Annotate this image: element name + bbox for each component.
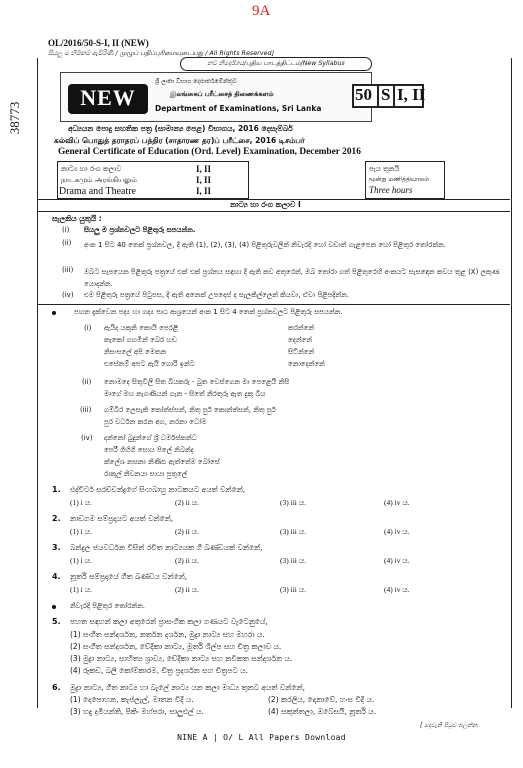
paper-code-line: OL/2016/50-S-I, II (NEW): [48, 38, 149, 48]
instruction-num: (ii): [62, 239, 72, 247]
verse-line: පෙරී ගිහිගි සොය පිලේ නිබන්ද: [104, 446, 194, 454]
answer-option[interactable]: (2) ii ය.: [175, 585, 199, 594]
subject-en: Drama and Theatre: [59, 186, 136, 197]
bullet-dot: [52, 311, 56, 315]
question-number: 3.: [52, 543, 61, 552]
code-divider: [393, 84, 395, 108]
question-text: මුද්‍රා නාට්‍ය, ගීත නාට්‍ය හා බැලේ නාට්‍ය යන කලා මාධ්‍ය තුනට අයත් වන්නේ,: [70, 683, 305, 692]
bullet-dot: [52, 605, 56, 609]
paper-title: නාට්‍ය හා රංග කලාව I: [230, 200, 301, 209]
answer-option[interactable]: (1) සංගීත සන්දර්ශන, නර්තන දර්ශන, මුද්‍රා නාට්‍ය සහ මහරා ය.: [70, 630, 265, 639]
instruction-text: ඔබට සැපයෙන පිළිතුරු පත්‍රයේ එක් එක් ප්‍රශ්නය සඳහා දී ඇති කව අතුරෙන්, ඔබ තෝරා ගත් පිළිතුරෙහි අංකයට සැසඳෙන කවය තුළ (X) ලකුණ යොදන්න.: [84, 268, 500, 288]
dept-line-ta: இலங்கைப் பரீட்சைத் திணைக்களம்: [170, 90, 274, 98]
subject-ta: நாடகமும் அரங்கியலும்: [61, 176, 137, 184]
verse-line: ගම්බිර ලෙසැකි කෝන්ස්සන්, නිතු පුර් කොන්ත්සන්, නිතු පුර්: [104, 406, 276, 414]
instruction-text: අංක 1 සිට 40 තෙක් ප්‍රශ්නවල, දී ඇති (1), (2), (3), (4) පිළිතුරුවලින් නිවැරදි හෝ වඩාත් ගැළපෙන හෝ පිළිතුර තෝරන්න.: [84, 241, 446, 249]
subject-si: නාට්‍ය හා රංග කලාව: [61, 165, 122, 173]
verse-line: ක්ලේශ නසනා නිණිළු ඇත්තේම බෝසේ: [104, 458, 220, 466]
answer-option[interactable]: (4) රූකඩ, බලි කෝම්කාරම, චිත්‍ර ප්‍රදර්ශන සහ චිත්‍රපට ය.: [70, 666, 248, 675]
verse-num: (iii): [80, 406, 92, 414]
paper-code-num: 50: [355, 85, 372, 104]
verse-num: (iv): [81, 434, 93, 442]
answer-option[interactable]: (4) iv ය.: [384, 527, 410, 536]
answer-option[interactable]: (1) i ය.: [70, 585, 92, 594]
verse-line-end: නොදෙන්නේ: [288, 360, 325, 368]
instruction-text: එම පිළිතුරු පත්‍රයේ පිටුපස, දී ඇති අනෙක් උපදෙස් ද සැලකිල්ලෙන් කියවා, ඒවා පිළිපදින්න.: [84, 291, 349, 299]
exam-title-ta: கல்விப் பொதுத் தராதரப் பத்திர (சாதாரண தர)ப் பரீட்சை, 2016 டிசம்பர்: [54, 136, 305, 145]
next-page-note: [ දෙවැනි පිටුව බලන්න.: [420, 722, 479, 729]
paper-code-s: S: [381, 85, 391, 104]
verse-line: මාගේ මහ නැගණියන් ගැන - සිතේ නිරතුරු ඇත දුකු බිය: [104, 390, 266, 398]
question-text: එද්වීර්ට සරච්චන්ද්‍රගේ සිංහබාහු නාටකයට අයත් වන්නේ,: [70, 485, 246, 494]
exam-title-si: අධ්‍යයන පොදු සහතික පත්‍ර (සාමාන්‍ය පෙළ) විභාගය, 2016 දෙසැම්බර්: [68, 124, 293, 133]
dept-line-si: ශ්‍රී ලංකා විභාග දෙපාර්තමේන්තුව: [155, 78, 238, 85]
time-en: Three hours: [369, 185, 413, 195]
question-text: නාඩගම සම්ප්‍රදායට අයත් වන්නේ,: [70, 514, 174, 523]
verse-line: දන්නෝ බුදුන්ගේ ශ්‍රී ධර්මස්කන්ධ: [104, 434, 197, 442]
verse-num: (i): [84, 324, 92, 332]
verse-line: නිසංසලේ අපි මෙතන: [104, 348, 167, 356]
verse-line: එසේනම් අපට ඇයි ගොරි ඉන්ට: [104, 360, 195, 368]
verse-num: (ii): [82, 378, 92, 386]
answer-option[interactable]: (2) ii ය.: [175, 527, 199, 536]
answer-option[interactable]: (3) iii ය.: [280, 556, 307, 565]
answer-option[interactable]: (2) ii ය.: [175, 556, 199, 565]
answer-option[interactable]: (1) i ය.: [70, 527, 92, 536]
rights-line: සියලු ම හිමිකම් ඇවිරිණි / முழுப் பதிப்புரிமையுடையது / All Rights Reserved]: [48, 49, 275, 57]
code-divider: [377, 84, 379, 108]
instruction-num: (iv): [62, 291, 74, 299]
answer-option[interactable]: (2) කරලිය, දොනාවේ, හංස විදි ය.: [268, 695, 375, 704]
verse-line-end: දෙන්නේ: [288, 336, 313, 344]
answer-option[interactable]: (1) දෙපොහන, කැප්ලැල්, මාතන විදි ය.: [70, 695, 194, 704]
intro-text: පහත දැක්වෙන පද්‍ය හා ගද්‍ය පාඨ ආශ්‍රයෙන් අංක 1 සිට 4 තෙක් ප්‍රශ්නවලට පිළිතුරු සපයන්න.: [74, 308, 343, 316]
question-number: 1.: [52, 485, 61, 494]
question-number: 5.: [52, 617, 61, 626]
answer-option[interactable]: (1) i ය.: [70, 556, 92, 565]
answer-option[interactable]: (4) iv ය.: [384, 556, 410, 565]
answer-option[interactable]: (3) iii ය.: [280, 527, 307, 536]
answer-option[interactable]: (3) මුද්‍රා නාට්‍ය, සාහිත්‍ය ශ්‍රාව්‍ය, චේදිකා නාට්‍ය සහ නවීකත සන්දර්ශන ය.: [70, 654, 293, 663]
verse-line: කැකෝ ගහමින් බෙර හඩ: [104, 336, 177, 344]
question-number: 2.: [52, 514, 61, 523]
verse-line-end: සිටින්නේ: [288, 348, 315, 356]
instruction-text: සියලු ම ප්‍රශ්නවලට පිළිතුරු සපයන්න.: [84, 226, 196, 234]
answer-option[interactable]: (4) iv ය.: [384, 498, 410, 507]
page-mark: 9A: [252, 3, 271, 19]
side-number: 38773: [7, 101, 22, 135]
new-badge-label: NEW: [80, 85, 136, 110]
dept-line-en: Department of Examinations, Sri Lanka: [155, 104, 322, 113]
time-si: පැය තුනයි: [369, 165, 400, 173]
footer-banner[interactable]: NINE A | O/ L All Papers Download: [177, 733, 346, 742]
question-number: 4.: [52, 572, 61, 581]
instruction-note: නිවැරදි පිළිතුර තෝරන්න.: [70, 602, 146, 610]
paper-code-parts: I, II: [397, 85, 426, 104]
answer-option[interactable]: (2) ii ය.: [175, 498, 199, 507]
subject-parts-2: I, II: [196, 175, 212, 185]
question-text: පහත සඳහන් කලා අතුරෙන් ප්‍රාසංගික කලා ගණයට වැටෙනුයේ,: [70, 617, 268, 626]
question-number: 6.: [52, 683, 61, 692]
answer-option[interactable]: (3) හදු දමියන්ති, පිකිං මහ්පරා, සාලුළුල් ය.: [70, 707, 204, 716]
answer-option[interactable]: (1) i ය.: [70, 498, 92, 507]
answer-option[interactable]: (2) සංගීත සන්දර්ශන, වේදිකා නාට්‍ය, මූර්ති ශිල්ප සහ චිත්‍ර කලාව ය.: [70, 642, 282, 651]
verse-line-end: කරන්නේ: [288, 324, 315, 332]
instruction-num: (i): [62, 226, 70, 234]
instruction-num: (iii): [62, 266, 74, 274]
instructions-heading: සැලකිය යුතුයි :: [52, 214, 102, 223]
subject-parts-1: I, II: [196, 164, 212, 174]
answer-option[interactable]: (4) සකුන්තලා, ඔබේසයි, නූර්ති ය.: [268, 707, 377, 716]
verse-line: පුර වර්ධන කරන අග, නරනා ධෝම: [104, 418, 207, 426]
question-text: නූර්ති සම්ප්‍රදායේ ගීත ඛණ්ඩය වන්නේ,: [70, 572, 188, 581]
answer-option[interactable]: (4) iv ය.: [384, 585, 410, 594]
exam-title-en: General Certificate of Education (Ord. Level) Examination, December 2016: [58, 147, 361, 157]
time-ta: மூன்று மணித்தியாலம்: [369, 176, 430, 183]
question-text: බන්දුල ජයවර්ධන විසින් රචිත නාට්‍යයක ගී ඛණ්ඩයක් වන්නේ,: [70, 543, 263, 552]
answer-option[interactable]: (3) iii ය.: [280, 498, 307, 507]
answer-option[interactable]: (3) iii ය.: [280, 585, 307, 594]
subject-parts-3: I, II: [196, 186, 212, 196]
verse-line: රාකුල් නිවනයා සායා පුතුලේ: [104, 470, 188, 478]
verse-line: ඇයිද යකුනි කොයි පෙරළී: [104, 324, 179, 332]
syllabus-tag: නව නිර්දේශය/புதிய பாடத்திட்டம்/New Syllabus: [180, 57, 372, 71]
verse-line: නොමදෙ සිතුවිලි සිත බියකරු - බුත වෙස්ගෙන මා පෙළෙයි නිසි: [104, 378, 290, 386]
